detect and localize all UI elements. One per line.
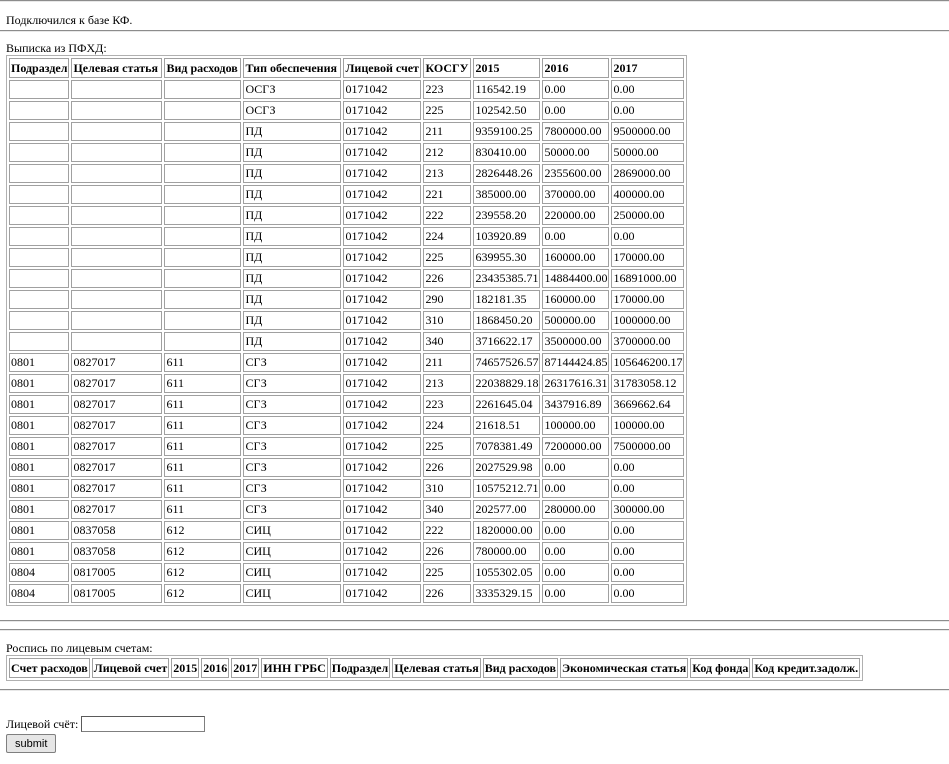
table-cell: 0801	[9, 437, 69, 456]
table-cell: 611	[164, 500, 241, 519]
table-cell	[9, 227, 69, 246]
connection-status: Подключился к базе КФ.	[6, 13, 133, 27]
table-cell: 611	[164, 416, 241, 435]
divider-3	[0, 629, 949, 631]
rospis-header-cell: Подраздел	[330, 658, 390, 678]
table-row	[9, 164, 684, 183]
table-cell: 0.00	[611, 80, 684, 99]
table-row	[9, 500, 684, 519]
table-cell: 0.00	[542, 584, 609, 603]
table-cell: 0801	[9, 395, 69, 414]
table-cell: 0801	[9, 374, 69, 393]
table-cell	[9, 122, 69, 141]
account-label: Лицевой счёт:	[6, 716, 79, 731]
table-cell: 222	[423, 521, 471, 540]
table-row	[9, 416, 684, 435]
table-cell: 225	[423, 248, 471, 267]
rospis-header-cell: Экономическая статья	[560, 658, 688, 678]
rospis-header-cell: Лицевой счет	[92, 658, 169, 678]
table-cell: 0804	[9, 584, 69, 603]
table-cell: 0171042	[343, 521, 421, 540]
table-cell: 1868450.20	[473, 311, 540, 330]
table-row	[9, 479, 684, 498]
table-cell: СИЦ	[243, 521, 341, 540]
table-cell: 0827017	[71, 479, 162, 498]
table-cell	[164, 206, 241, 225]
table-cell: 0171042	[343, 353, 421, 372]
table-cell	[9, 164, 69, 183]
table-cell: СИЦ	[243, 584, 341, 603]
table-cell: ПД	[243, 269, 341, 288]
table-cell: 2261645.04	[473, 395, 540, 414]
table-cell: 3700000.00	[611, 332, 684, 351]
pfhd-label: Выписка из ПФХД:	[6, 41, 107, 55]
table-cell: 0171042	[343, 248, 421, 267]
table-cell: 100000.00	[542, 416, 609, 435]
table-cell: 0171042	[343, 185, 421, 204]
table-cell: 0171042	[343, 311, 421, 330]
table-cell: 0171042	[343, 542, 421, 561]
pfhd-header-cell: Подраздел	[9, 58, 69, 78]
table-cell: 0171042	[343, 80, 421, 99]
table-cell: 340	[423, 332, 471, 351]
table-cell: 0171042	[343, 143, 421, 162]
table-cell: 105646200.17	[611, 353, 684, 372]
table-cell: 611	[164, 479, 241, 498]
divider-1	[0, 30, 949, 32]
table-row	[9, 80, 684, 99]
table-cell	[71, 332, 162, 351]
table-cell: 0.00	[611, 542, 684, 561]
table-row	[9, 458, 684, 477]
table-cell: 0.00	[542, 563, 609, 582]
table-cell	[164, 185, 241, 204]
table-row	[9, 290, 684, 309]
table-cell: 22038829.18	[473, 374, 540, 393]
table-row	[9, 563, 684, 582]
table-cell: 116542.19	[473, 80, 540, 99]
table-cell: 0827017	[71, 437, 162, 456]
table-cell: 639955.30	[473, 248, 540, 267]
pfhd-header-cell: Целевая статья	[71, 58, 162, 78]
table-cell: 224	[423, 416, 471, 435]
table-cell: 0171042	[343, 563, 421, 582]
table-cell: 780000.00	[473, 542, 540, 561]
table-cell: 226	[423, 269, 471, 288]
table-cell: 385000.00	[473, 185, 540, 204]
table-cell: 0827017	[71, 353, 162, 372]
table-cell: 280000.00	[542, 500, 609, 519]
table-cell: 611	[164, 374, 241, 393]
table-cell	[71, 185, 162, 204]
table-cell: 2869000.00	[611, 164, 684, 183]
pfhd-header-row	[9, 58, 684, 78]
table-cell: 212	[423, 143, 471, 162]
table-cell	[164, 332, 241, 351]
table-cell	[71, 122, 162, 141]
rospis-header-cell: Код кредит.задолж.	[752, 658, 860, 678]
table-cell: 0.00	[611, 227, 684, 246]
table-cell: 300000.00	[611, 500, 684, 519]
table-cell: 226	[423, 584, 471, 603]
table-cell: 3437916.89	[542, 395, 609, 414]
table-row	[9, 269, 684, 288]
rospis-header-cell: ИНН ГРБС	[261, 658, 327, 678]
table-cell: 1055302.05	[473, 563, 540, 582]
table-cell: 50000.00	[542, 143, 609, 162]
table-cell: 0801	[9, 479, 69, 498]
rospis-header-cell: Вид расходов	[483, 658, 558, 678]
table-cell: 0.00	[542, 542, 609, 561]
table-cell: 7200000.00	[542, 437, 609, 456]
table-cell: 612	[164, 521, 241, 540]
table-cell: 3716622.17	[473, 332, 540, 351]
table-cell	[164, 164, 241, 183]
table-cell: ПД	[243, 332, 341, 351]
table-cell: 0171042	[343, 416, 421, 435]
table-cell	[71, 311, 162, 330]
table-cell: 0171042	[343, 332, 421, 351]
submit-button[interactable]: submit	[6, 734, 56, 753]
table-cell	[9, 311, 69, 330]
table-row	[9, 584, 684, 603]
table-cell: 0171042	[343, 206, 421, 225]
table-cell	[71, 248, 162, 267]
table-row	[9, 185, 684, 204]
table-cell: 0171042	[343, 122, 421, 141]
table-cell: 3500000.00	[542, 332, 609, 351]
table-cell: 0827017	[71, 500, 162, 519]
pfhd-header-cell: Тип обеспечения	[243, 58, 341, 78]
table-cell: 611	[164, 353, 241, 372]
table-cell: 102542.50	[473, 101, 540, 120]
table-cell: 31783058.12	[611, 374, 684, 393]
table-cell	[71, 290, 162, 309]
table-cell: 0801	[9, 521, 69, 540]
pfhd-table	[6, 55, 687, 606]
table-cell: ПД	[243, 311, 341, 330]
table-cell: 611	[164, 395, 241, 414]
table-cell	[71, 269, 162, 288]
table-cell: ПД	[243, 227, 341, 246]
pfhd-header-cell: Лицевой счет	[343, 58, 421, 78]
table-cell: СИЦ	[243, 563, 341, 582]
table-cell: 0171042	[343, 500, 421, 519]
table-cell: 0801	[9, 458, 69, 477]
table-cell: 21618.51	[473, 416, 540, 435]
table-cell: 400000.00	[611, 185, 684, 204]
table-cell: ПД	[243, 122, 341, 141]
table-cell: 14884400.00	[542, 269, 609, 288]
table-cell: 74657526.57	[473, 353, 540, 372]
table-cell: 213	[423, 164, 471, 183]
table-cell: 0837058	[71, 521, 162, 540]
table-cell: 202577.00	[473, 500, 540, 519]
table-cell: 16891000.00	[611, 269, 684, 288]
rospis-header-cell: 2017	[231, 658, 259, 678]
table-cell: 611	[164, 458, 241, 477]
table-row	[9, 101, 684, 120]
table-cell	[71, 101, 162, 120]
table-row	[9, 395, 684, 414]
table-cell: 0817005	[71, 584, 162, 603]
table-cell: 7800000.00	[542, 122, 609, 141]
table-cell: 0171042	[343, 101, 421, 120]
table-cell: СГЗ	[243, 353, 341, 372]
rospis-header-cell: Код фонда	[690, 658, 750, 678]
table-row	[9, 143, 684, 162]
table-cell: 310	[423, 311, 471, 330]
table-cell	[164, 248, 241, 267]
table-cell: 226	[423, 542, 471, 561]
table-cell: ПД	[243, 248, 341, 267]
table-cell: СГЗ	[243, 479, 341, 498]
table-cell: 103920.89	[473, 227, 540, 246]
table-cell: 0171042	[343, 164, 421, 183]
table-cell: 0.00	[611, 101, 684, 120]
table-cell	[9, 332, 69, 351]
table-cell: 612	[164, 563, 241, 582]
table-cell: 0801	[9, 500, 69, 519]
table-cell: 87144424.85	[542, 353, 609, 372]
table-cell: 223	[423, 395, 471, 414]
divider-2	[0, 620, 949, 622]
table-cell: 0817005	[71, 563, 162, 582]
table-cell: 222	[423, 206, 471, 225]
table-row	[9, 206, 684, 225]
table-cell: 612	[164, 542, 241, 561]
table-cell	[71, 206, 162, 225]
table-cell	[164, 311, 241, 330]
table-cell	[164, 122, 241, 141]
table-cell	[164, 290, 241, 309]
table-cell	[164, 101, 241, 120]
table-cell: СГЗ	[243, 374, 341, 393]
table-cell	[9, 143, 69, 162]
table-cell	[9, 185, 69, 204]
table-cell: ОСГЗ	[243, 80, 341, 99]
table-cell: 1000000.00	[611, 311, 684, 330]
table-cell: 7500000.00	[611, 437, 684, 456]
table-cell: 2826448.26	[473, 164, 540, 183]
pfhd-header-cell: КОСГУ	[423, 58, 471, 78]
table-cell: 226	[423, 458, 471, 477]
table-cell: 0827017	[71, 374, 162, 393]
table-cell: 0827017	[71, 416, 162, 435]
table-cell	[9, 248, 69, 267]
pfhd-header-cell: 2017	[611, 58, 684, 78]
pfhd-header-cell: 2016	[542, 58, 609, 78]
table-cell: 7078381.49	[473, 437, 540, 456]
rospis-header-row	[9, 658, 860, 678]
divider-4	[0, 689, 949, 691]
table-cell: СГЗ	[243, 500, 341, 519]
table-cell: 0.00	[611, 563, 684, 582]
table-cell	[71, 143, 162, 162]
table-row	[9, 248, 684, 267]
table-cell: 0801	[9, 416, 69, 435]
table-cell: ПД	[243, 143, 341, 162]
rospis-header-cell: Целевая статья	[392, 658, 480, 678]
table-cell	[164, 269, 241, 288]
table-row	[9, 332, 684, 351]
table-row	[9, 542, 684, 561]
table-row	[9, 122, 684, 141]
table-cell: 213	[423, 374, 471, 393]
table-cell	[164, 143, 241, 162]
rospis-header-cell: Счет расходов	[9, 658, 90, 678]
table-cell: 0.00	[542, 80, 609, 99]
table-cell: 0171042	[343, 437, 421, 456]
table-cell	[71, 80, 162, 99]
pfhd-header-cell: 2015	[473, 58, 540, 78]
table-cell: 0.00	[542, 458, 609, 477]
table-cell: 0801	[9, 353, 69, 372]
table-cell: 1820000.00	[473, 521, 540, 540]
table-cell: 23435385.71	[473, 269, 540, 288]
table-cell	[164, 227, 241, 246]
table-cell: 830410.00	[473, 143, 540, 162]
table-cell: 340	[423, 500, 471, 519]
table-cell: 26317616.31	[542, 374, 609, 393]
table-cell: 0.00	[542, 479, 609, 498]
table-cell: 0827017	[71, 458, 162, 477]
account-form	[0, 715, 949, 733]
table-cell: 3335329.15	[473, 584, 540, 603]
table-cell: ПД	[243, 185, 341, 204]
table-cell: ПД	[243, 206, 341, 225]
table-cell	[9, 80, 69, 99]
table-cell: СГЗ	[243, 437, 341, 456]
table-cell: 0.00	[611, 584, 684, 603]
table-row	[9, 353, 684, 372]
table-cell: 370000.00	[542, 185, 609, 204]
table-row	[9, 227, 684, 246]
table-cell: 0.00	[542, 101, 609, 120]
table-cell: 0.00	[611, 479, 684, 498]
table-cell	[71, 227, 162, 246]
table-cell: 612	[164, 584, 241, 603]
table-cell	[9, 206, 69, 225]
table-row	[9, 437, 684, 456]
table-cell: 211	[423, 122, 471, 141]
table-cell: СГЗ	[243, 416, 341, 435]
table-cell: 221	[423, 185, 471, 204]
table-cell: 0171042	[343, 227, 421, 246]
table-cell: ПД	[243, 164, 341, 183]
table-cell	[164, 80, 241, 99]
table-cell: 0.00	[611, 521, 684, 540]
account-input[interactable]	[81, 716, 205, 732]
table-cell: 3669662.64	[611, 395, 684, 414]
table-cell: 0171042	[343, 584, 421, 603]
table-cell: 2355600.00	[542, 164, 609, 183]
table-cell: 223	[423, 80, 471, 99]
table-cell	[71, 164, 162, 183]
table-cell: 225	[423, 563, 471, 582]
table-cell: 0171042	[343, 290, 421, 309]
table-cell: 9500000.00	[611, 122, 684, 141]
table-cell: 500000.00	[542, 311, 609, 330]
table-cell: 182181.35	[473, 290, 540, 309]
table-cell: 225	[423, 101, 471, 120]
table-cell: 0.00	[542, 521, 609, 540]
table-cell: 0171042	[343, 374, 421, 393]
table-cell: 211	[423, 353, 471, 372]
table-cell: 0837058	[71, 542, 162, 561]
table-cell: 160000.00	[542, 290, 609, 309]
rospis-label: Роспись по лицевым счетам:	[6, 641, 153, 655]
table-cell: 310	[423, 479, 471, 498]
pfhd-header-cell: Вид расходов	[164, 58, 241, 78]
table-cell: 0171042	[343, 269, 421, 288]
table-cell	[9, 290, 69, 309]
table-cell: 0804	[9, 563, 69, 582]
table-cell: 2027529.98	[473, 458, 540, 477]
rospis-header-cell: 2015	[171, 658, 199, 678]
rospis-header-cell: 2016	[201, 658, 229, 678]
table-cell	[9, 101, 69, 120]
table-cell: 170000.00	[611, 248, 684, 267]
table-cell: 0.00	[611, 458, 684, 477]
table-cell: 290	[423, 290, 471, 309]
table-cell: 170000.00	[611, 290, 684, 309]
table-cell: ПД	[243, 290, 341, 309]
table-cell: 9359100.25	[473, 122, 540, 141]
table-row	[9, 374, 684, 393]
table-cell: 0827017	[71, 395, 162, 414]
table-cell: 239558.20	[473, 206, 540, 225]
table-cell: 220000.00	[542, 206, 609, 225]
table-cell: 0801	[9, 542, 69, 561]
table-cell: 611	[164, 437, 241, 456]
table-row	[9, 311, 684, 330]
table-cell: 100000.00	[611, 416, 684, 435]
table-cell: СГЗ	[243, 395, 341, 414]
table-cell: 0171042	[343, 479, 421, 498]
table-cell: 0171042	[343, 458, 421, 477]
table-cell: СИЦ	[243, 542, 341, 561]
table-row	[9, 521, 684, 540]
top-divider	[0, 0, 949, 2]
table-cell: 250000.00	[611, 206, 684, 225]
table-cell: 160000.00	[542, 248, 609, 267]
submit-row	[0, 734, 949, 753]
table-cell: 225	[423, 437, 471, 456]
table-cell: СГЗ	[243, 458, 341, 477]
table-cell: 50000.00	[611, 143, 684, 162]
table-cell: 10575212.71	[473, 479, 540, 498]
table-cell: 0171042	[343, 395, 421, 414]
table-cell: ОСГЗ	[243, 101, 341, 120]
table-cell: 224	[423, 227, 471, 246]
rospis-table	[6, 655, 863, 681]
table-cell: 0.00	[542, 227, 609, 246]
table-cell	[9, 269, 69, 288]
